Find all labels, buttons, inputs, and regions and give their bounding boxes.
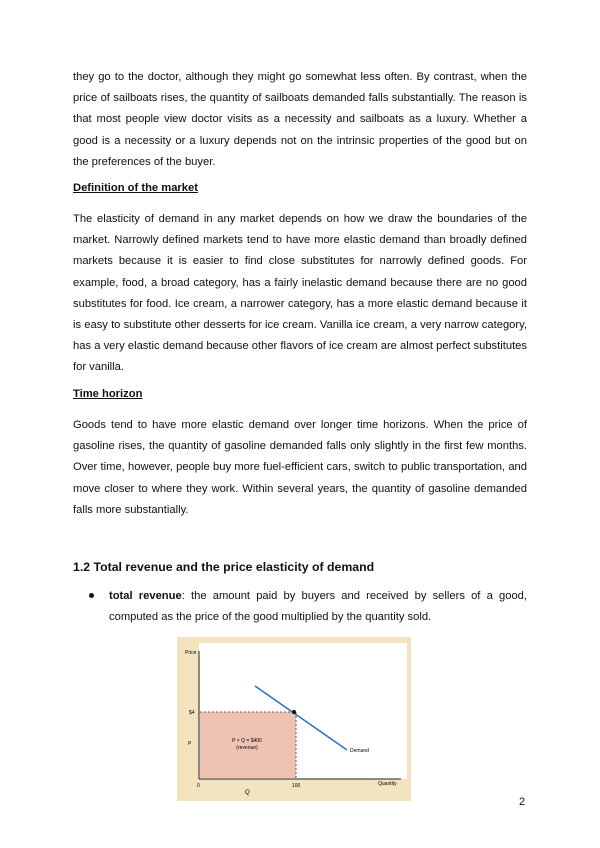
p-label: P xyxy=(188,741,192,747)
bullet-definition: : the amount paid by buyers and received by sellers of a good, computed as the price of the good multiplied by the quantity sold. xyxy=(109,590,527,624)
page-number: 2 xyxy=(519,796,526,808)
paragraph-necessities: they go to the doctor, although they might go somewhat less often. By contrast, when the price of sailboats rises, the quantity of sailboats demanded falls substantially. The reason is that most people view doctor visits as a necessity and sailboats as a luxury. Whether a good is a necessity or a luxury depends not on the intrinsic properties of the good but on the preferences of the buyer. xyxy=(73,71,527,168)
bullet-total-revenue xyxy=(109,586,527,628)
equilibrium-point xyxy=(292,710,296,714)
heading-definition-of-market: Definition of the market xyxy=(73,182,198,194)
bullet-term: total revenue xyxy=(109,590,182,602)
q-label: Q xyxy=(245,790,250,796)
paragraph-time-horizon: Goods tend to have more elastic demand over longer time horizons. When the price of gasoline rises, the quantity of gasoline demanded falls only slightly in the first few months. Over time, however, people buy more fuel-efficient cars, switch to public transportation, and move closer to where they work. Within several years, the quantity of gasoline demanded falls more substantially. xyxy=(73,419,527,516)
origin-label: 0 xyxy=(197,783,200,789)
x-axis-label: Quantity xyxy=(378,781,397,787)
heading-time-horizon: Time horizon xyxy=(73,388,143,400)
revenue-label-line2: (revenue) xyxy=(236,745,258,751)
quantity-tick: 100 xyxy=(292,783,301,789)
bullet-icon xyxy=(89,593,94,598)
demand-label: Demand xyxy=(350,748,369,754)
revenue-label-line1: P × Q = $400 xyxy=(232,738,262,744)
y-axis-label: Price xyxy=(185,650,197,656)
total-revenue-chart xyxy=(177,637,411,801)
paragraph-definition-of-market: The elasticity of demand in any market depends on how we draw the boundaries of the market. Narrowly defined markets tend to have more elastic demand than broadly defined markets because it is easier to find close substitutes for narrowly defined goods. For example, food, a broad category, has a fairly inelastic demand because there are no good substitutes for food. Ice cream, a narrower category, has a more elastic demand because it is easy to substitute other desserts for ice cream. Vanilla ice cream, a very narrow category, has a very elastic demand because other flavors of ice cream are almost perfect substitutes for vanilla. xyxy=(73,213,527,374)
section-title: 1.2 Total revenue and the price elasticity of demand xyxy=(73,560,375,574)
price-tick: $4 xyxy=(189,710,195,716)
total-revenue-figure xyxy=(177,637,411,801)
